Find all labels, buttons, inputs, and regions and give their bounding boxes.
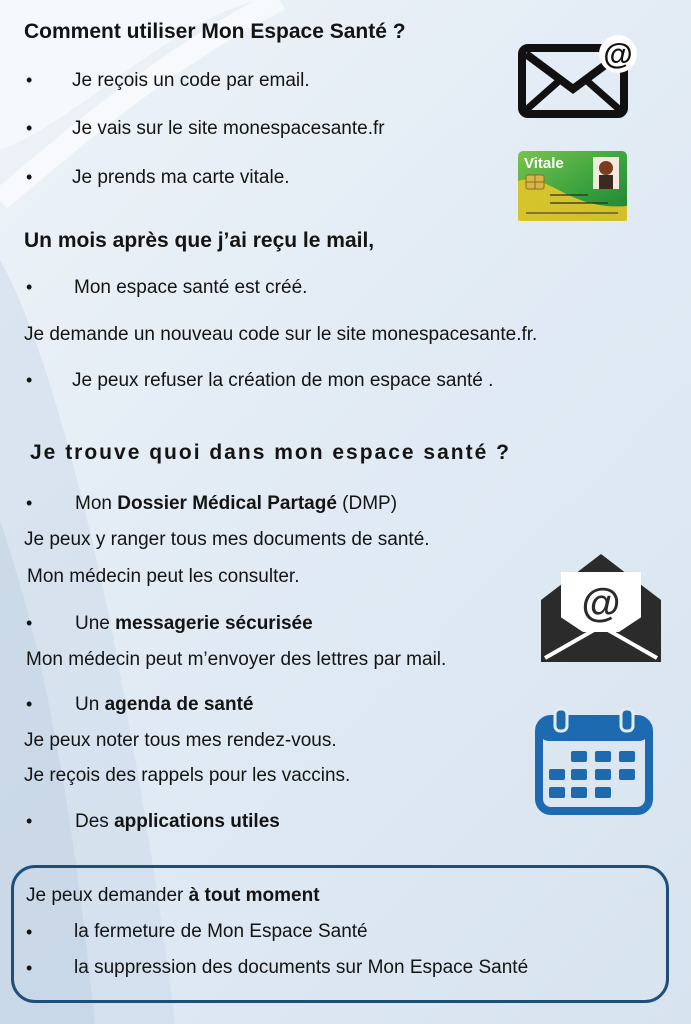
bullet: • xyxy=(26,922,33,942)
apps-heading xyxy=(75,811,280,833)
dmp-line: Je peux y ranger tous mes documents de santé. xyxy=(24,529,430,550)
agenda-bold: agenda de santé xyxy=(104,694,254,715)
list-item: Mon espace santé est créé. xyxy=(74,277,308,298)
svg-text:@: @ xyxy=(603,38,633,71)
box-intro-bold: à tout moment xyxy=(188,885,320,906)
bullet: • xyxy=(26,70,33,90)
bullet: • xyxy=(26,118,33,138)
messagerie-line: Mon médecin peut m’envoyer des lettres par mail. xyxy=(26,649,447,670)
bullet: • xyxy=(26,493,33,513)
box-item: la fermeture de Mon Espace Santé xyxy=(74,921,368,942)
list-item: Je reçois un code par email. xyxy=(72,70,310,91)
section1-title: Comment utiliser Mon Espace Santé ? xyxy=(24,20,406,43)
box-intro xyxy=(26,885,320,907)
vitale-label: Vitale xyxy=(524,155,564,172)
agenda-prefix: Un xyxy=(75,694,105,715)
open-envelope-at-icon xyxy=(541,554,661,662)
bullet: • xyxy=(26,167,33,187)
note-text: Je demande un nouveau code sur le site monespacesante.fr. xyxy=(24,324,538,345)
bullet: • xyxy=(26,811,33,831)
envelope-at-icon xyxy=(518,34,642,120)
box-intro-text: Je peux demander xyxy=(26,885,189,906)
list-item: Je peux refuser la création de mon espace santé . xyxy=(72,370,494,391)
section3-title: Je trouve quoi dans mon espace santé ? xyxy=(30,441,511,464)
box-item: la suppression des documents sur Mon Espace Santé xyxy=(74,957,529,978)
agenda-heading xyxy=(75,694,253,716)
messagerie-bold: messagerie sécurisée xyxy=(115,613,313,634)
messagerie-prefix: Une xyxy=(75,613,116,634)
apps-bold: applications utiles xyxy=(114,811,280,832)
carte-vitale-icon xyxy=(518,151,627,221)
calendar-icon xyxy=(535,707,653,815)
svg-text:@: @ xyxy=(581,581,621,625)
section2-title: Un mois après que j’ai reçu le mail, xyxy=(24,229,375,252)
dmp-suffix: (DMP) xyxy=(336,493,398,514)
bullet: • xyxy=(26,277,33,297)
bullet: • xyxy=(26,613,33,633)
dmp-bold: Dossier Médical Partagé xyxy=(117,493,337,514)
agenda-line: Je peux noter tous mes rendez-vous. xyxy=(24,730,337,751)
list-item: Je vais sur le site monespacesante.fr xyxy=(72,118,385,139)
dmp-heading xyxy=(75,493,397,515)
bullet: • xyxy=(26,370,33,390)
agenda-line: Je reçois des rappels pour les vaccins. xyxy=(24,765,351,786)
dmp-line: Mon médecin peut les consulter. xyxy=(27,566,300,587)
apps-prefix: Des xyxy=(75,811,115,832)
bullet: • xyxy=(26,694,33,714)
dmp-prefix: Mon xyxy=(75,493,118,514)
messagerie-heading xyxy=(75,613,313,635)
bullet: • xyxy=(26,958,33,978)
list-item: Je prends ma carte vitale. xyxy=(72,167,290,188)
